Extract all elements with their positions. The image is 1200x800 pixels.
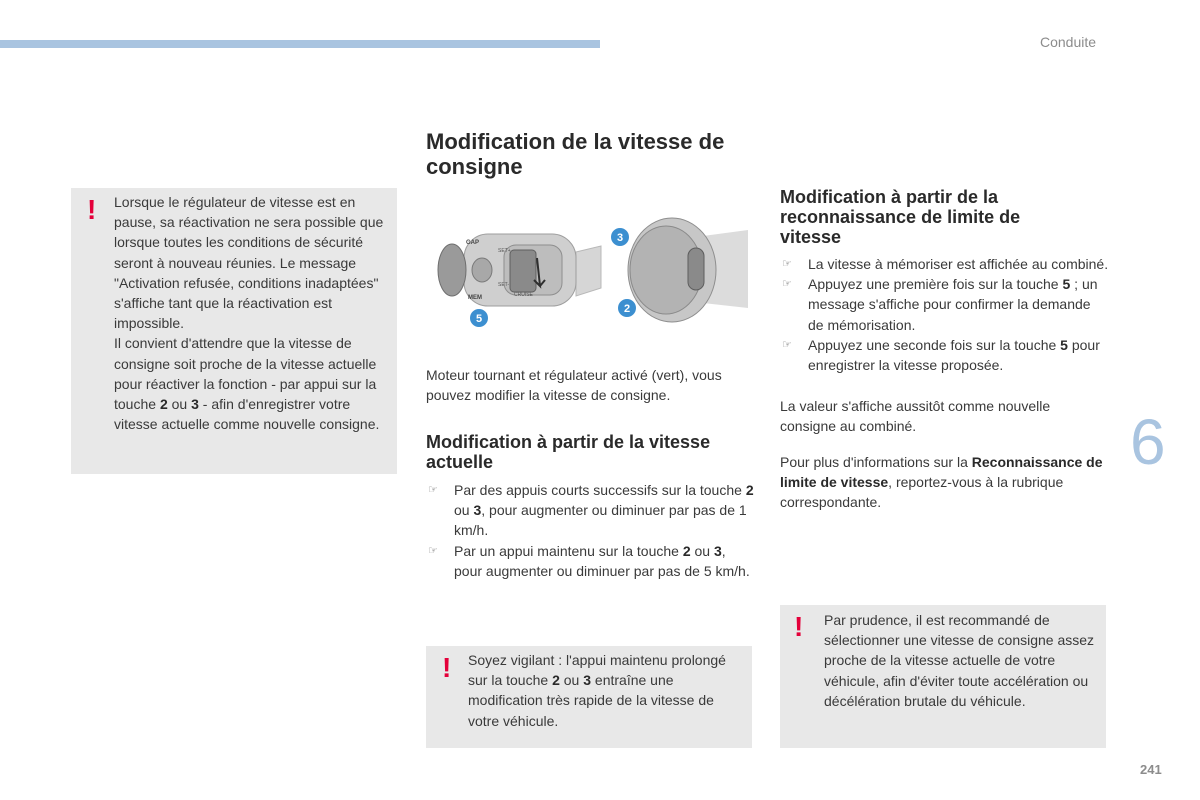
- exclamation-icon: !: [87, 194, 97, 225]
- left-warning-paragraph-1: Lorsque le régulateur de vitesse est en pause, sa réactivation ne sera possible que lorsque toutes les conditions de sécurité seront à nouveau réunies. Le message "Activation refusée, conditions inadaptées" s'affiche tant que la réactivation est impossible.: [114, 194, 384, 332]
- more-info-paragraph: Pour plus d'informations sur la Reconnaissance de limite de vitesse, reportez-vous à la rubrique correspondante.: [780, 454, 1103, 511]
- stalk-label-mem: MEM: [468, 295, 482, 301]
- list-item: ☞ La vitesse à mémoriser est affichée au combiné.: [780, 254, 1110, 274]
- stalk-label-set-plus: SET+: [498, 248, 511, 254]
- right-warning-text: Par prudence, il est recommandé de sélectionner une vitesse de consigne assez proche de la vitesse actuelle de votre véhicule, afin d'éviter toute accélération ou décélération brutale du véhicule.: [824, 612, 1095, 709]
- hand-pointer-icon: ☞: [782, 338, 792, 351]
- header-accent-bar: [0, 40, 600, 48]
- callout-3-label: 3: [616, 232, 624, 244]
- steering-stalk-illustration: [426, 212, 748, 336]
- section-title: Conduite: [1040, 34, 1097, 50]
- speed-limit-heading: Modification à partir de la reconnaissance de limite de vitesse: [780, 187, 1021, 247]
- exclamation-icon: !: [794, 611, 804, 642]
- hand-pointer-icon: ☞: [428, 484, 438, 496]
- page-number: 241: [1140, 762, 1162, 777]
- list-item: ☞ Appuyez une première fois sur la touche 5 ; un message s'affiche pour confirmer la demande de mémorisation.: [782, 276, 1098, 333]
- intro-paragraph: Moteur tournant et régulateur activé (vert), vous pouvez modifier la vitesse de consigne.: [426, 367, 722, 404]
- left-warning-box: [71, 188, 397, 474]
- speed-limit-list: [780, 254, 1110, 375]
- list-item: ☞ Appuyez une seconde fois sur la touche 5 pour enregistrer la vitesse proposée.: [782, 336, 1100, 374]
- exclamation-icon: !: [442, 652, 452, 683]
- left-warning-paragraph-2: Il convient d'attendre que la vitesse de consigne soit proche de la vitesse actuelle pour réactiver la fonction - par appui sur la touche 2 ou 3 - afin d'enregistrer votre vitesse actuelle comme nouvelle consigne.: [114, 335, 380, 433]
- speed-limit-result: La valeur s'affiche aussitôt comme nouvelle consigne au combiné.: [780, 398, 1051, 435]
- middle-warning-box: [426, 646, 752, 748]
- callout-5-label: 5: [475, 313, 483, 325]
- callout-2-label: 2: [623, 303, 631, 315]
- hand-pointer-icon: ☞: [782, 278, 792, 291]
- stalk-label-gap: GAP: [466, 240, 480, 246]
- page-title: Modification de la vitesse de consigne: [426, 129, 725, 179]
- hand-pointer-icon: ☞: [428, 544, 438, 557]
- current-speed-heading: Modification à partir de la vitesse actuelle: [426, 432, 711, 472]
- middle-warning-text: Soyez vigilant : l'appui maintenu prolongé sur la touche 2 ou 3 entraîne une modification très rapide de la vitesse de votre véhicule.: [468, 652, 726, 729]
- list-item: ☞ Par un appui maintenu sur la touche 2 ou 3, pour augmenter ou diminuer par pas de 5 km/h.: [428, 542, 750, 579]
- list-item: ☞ Par des appuis courts successifs sur la touche 2 ou 3, pour augmenter ou diminuer par pas de 1 km/h.: [428, 482, 754, 539]
- chapter-number: 6: [1130, 406, 1166, 478]
- hand-pointer-icon: ☞: [782, 258, 792, 270]
- stalk-label-set-minus: SET-: [498, 282, 510, 288]
- right-warning-box: [780, 605, 1106, 748]
- current-speed-list: [426, 480, 754, 581]
- stalk-label-cruise: CRUISE: [514, 292, 533, 298]
- left-warning-text: [114, 192, 392, 434]
